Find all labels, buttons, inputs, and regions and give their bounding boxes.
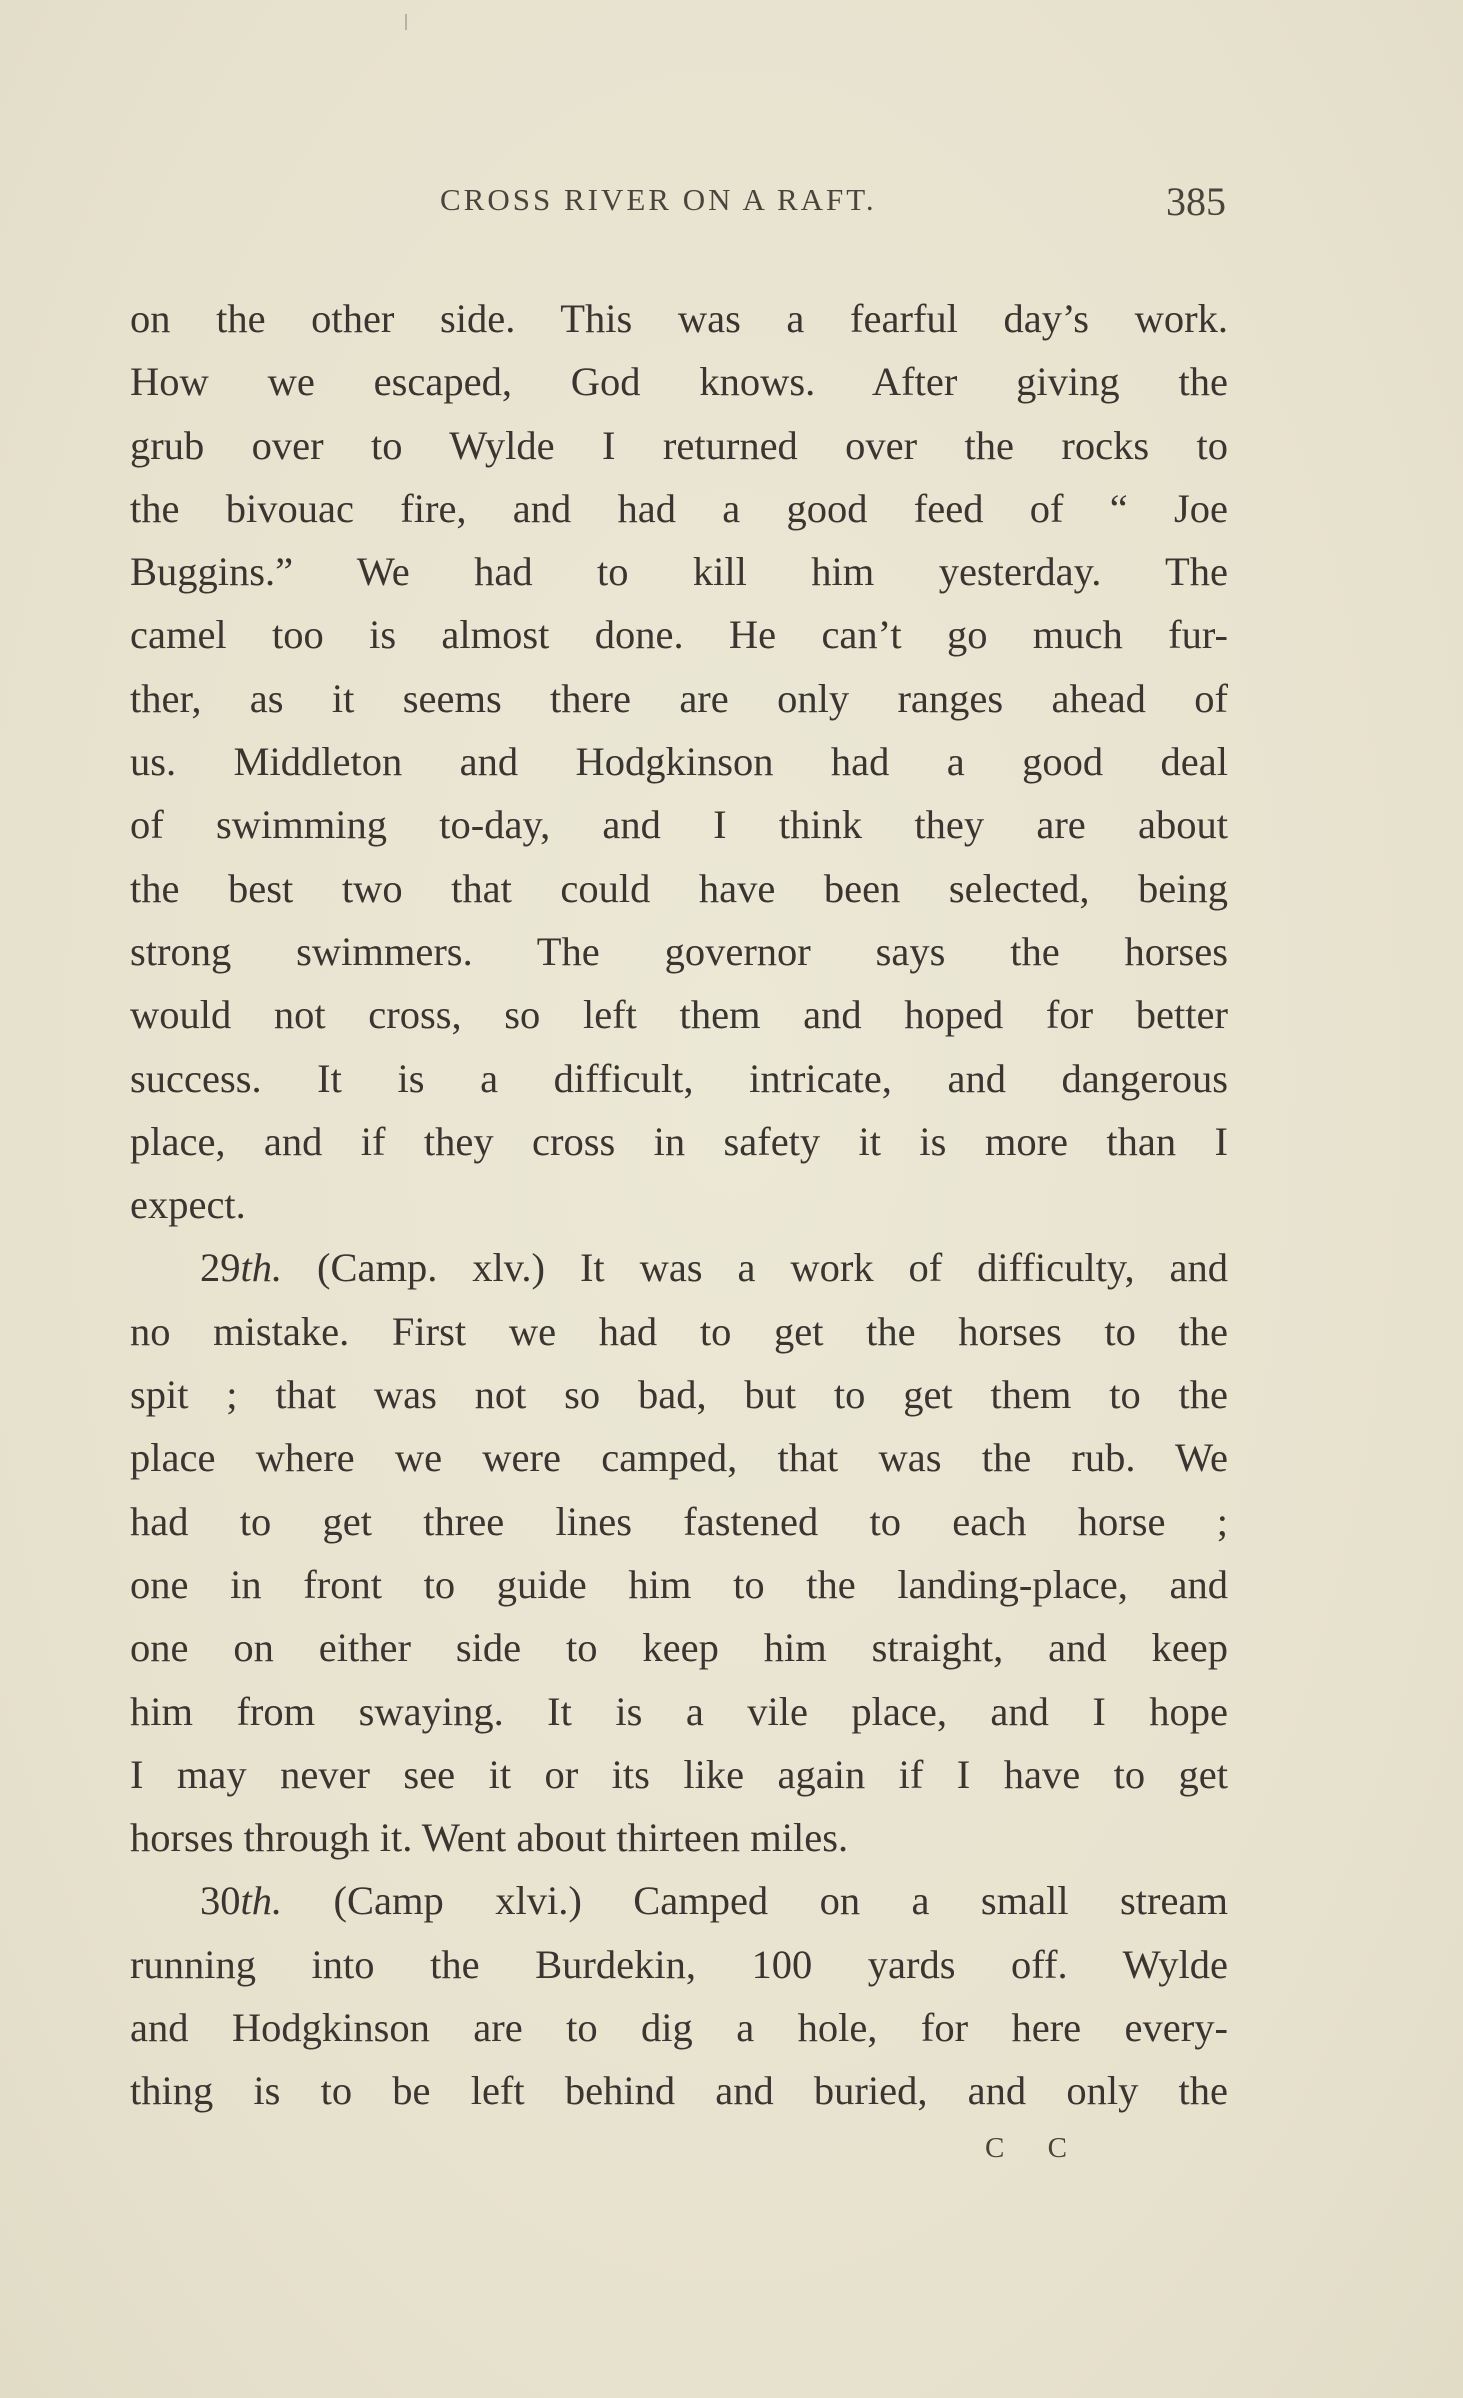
text-line: us. Middleton and Hodgkinson had a good deal — [130, 739, 1228, 785]
text-line: spit ; that was not so bad, but to get them to the — [130, 1372, 1228, 1418]
text-line: running into the Burdekin, 100 yards off. Wylde — [130, 1941, 1228, 1987]
text-line: and Hodgkinson are to dig a hole, for here every- — [130, 2005, 1228, 2051]
text-line: the bivouac fire, and had a good feed of “ Joe — [130, 485, 1228, 531]
text-line: I may never see it or its like again if I have to get — [130, 1751, 1228, 1797]
text-line: ther, as it seems there are only ranges ahead of — [130, 675, 1228, 721]
text-line: How we escaped, God knows. After giving the — [130, 359, 1228, 405]
text-line: success. It is a difficult, intricate, and dangerous — [130, 1055, 1228, 1101]
text-line: horses through it. Went about thirteen miles. — [130, 1815, 849, 1861]
text-line: would not cross, so left them and hoped for better — [130, 992, 1228, 1038]
text-line: had to get three lines fastened to each horse ; — [130, 1498, 1228, 1544]
entry-date-number: 29 — [200, 1245, 241, 1291]
text-line: the best two that could have been selected, being — [130, 865, 1228, 911]
text-line: Buggins.” We had to kill him yesterday. The — [130, 549, 1228, 595]
text-line: place, and if they cross in safety it is more than I — [130, 1118, 1228, 1164]
text-line: expect. — [130, 1182, 246, 1228]
text-line: on the other side. This was a fearful day’s work. — [130, 296, 1228, 341]
signature-mark: C C — [985, 2132, 1085, 2164]
text-line: of swimming to-day, and I think they are about — [130, 802, 1228, 848]
body-text — [130, 287, 1228, 2123]
text-line: thing is to be left behind and buried, and only the — [130, 2068, 1228, 2114]
text-line: him from swaying. It is a vile place, and I hope — [130, 1688, 1228, 1734]
entry-date-suffix: th. — [240, 1878, 283, 1924]
running-title: CROSS RIVER ON A RAFT. — [440, 182, 877, 217]
text-line: strong swimmers. The governor says the horses — [130, 928, 1228, 974]
text-line: one on either side to keep him straight, and keep — [130, 1625, 1228, 1671]
page-number: 385 — [1166, 179, 1226, 224]
text-line: place where we were camped, that was the rub. We — [130, 1435, 1228, 1481]
entry-29-first-line — [130, 1236, 1228, 1299]
entry-text: (Camp. xlv.) It was a work of difficulty, and — [282, 1245, 1228, 1291]
text-line: one in front to guide him to the landing-place, and — [130, 1561, 1228, 1607]
text-line: camel too is almost done. He can’t go much fur- — [130, 612, 1228, 658]
entry-date-suffix: th. — [240, 1245, 283, 1291]
text-line: no mistake. First we had to get the horses to the — [130, 1308, 1228, 1354]
entry-text: (Camp xlvi.) Camped on a small stream — [282, 1878, 1228, 1924]
text-line: grub over to Wylde I returned over the rocks to — [130, 422, 1228, 468]
entry-date-number: 30 — [200, 1878, 241, 1924]
entry-30-first-line — [130, 1869, 1228, 1932]
margin-mark — [405, 14, 407, 30]
